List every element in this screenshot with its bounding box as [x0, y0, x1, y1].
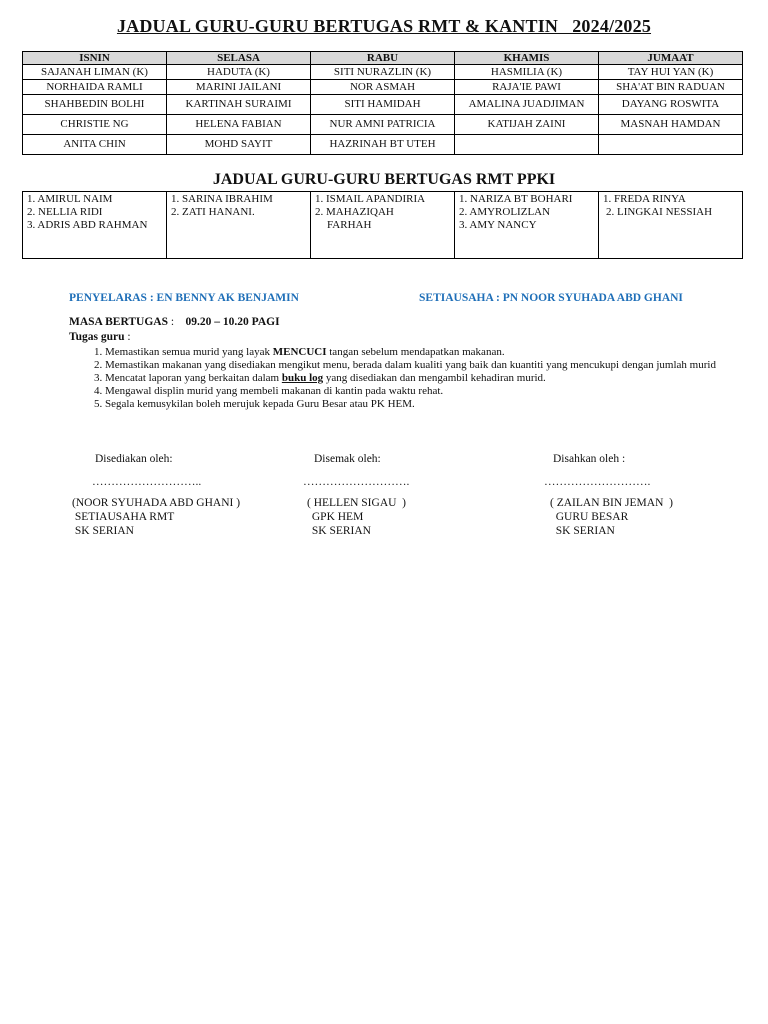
list-item: 5. Segala kemusykilan boleh merujuk kepada Guru Besar atau PK HEM. [105, 398, 745, 411]
tugas-label: Tugas guru [69, 331, 125, 343]
table-row [23, 65, 743, 80]
table-cell: TAY HUI YAN (K) [599, 65, 743, 80]
list-item [105, 372, 745, 385]
table-cell: HELENA FABIAN [167, 115, 311, 135]
list-item [105, 346, 745, 359]
col-header-jumaat: JUMAAT [599, 52, 743, 65]
table-cell: MASNAH HAMDAN [599, 115, 743, 135]
ppki-cell-jumaat [599, 192, 743, 259]
table-cell: SITI NURAZLIN (K) [311, 65, 455, 80]
sig-label-disahkan: Disahkan oleh : [553, 453, 626, 465]
list-item: 4. Mengawal displin murid yang membeli makanan di kantin pada waktu rehat. [105, 385, 745, 398]
sig-label-disediakan: Disediakan oleh: [95, 453, 173, 465]
setiausaha-label: SETIAUSAHA : PN NOOR SYUHADA ABD GHANI [419, 292, 683, 304]
table-cell: SITI HAMIDAH [311, 95, 455, 115]
masa-label: MASA BERTUGAS [69, 316, 168, 328]
rmt-kantin-schedule-table [22, 51, 743, 155]
table-row [23, 80, 743, 95]
table-cell: CHRISTIE NG [23, 115, 167, 135]
table-cell: KATIJAH ZAINI [455, 115, 599, 135]
teacher-name: 1. NARIZA BT BOHARI [459, 193, 573, 205]
sig-name: ( ZAILAN BIN JEMAN ) [550, 497, 673, 509]
signature-line: ………………………. [544, 476, 651, 488]
sig-label-disemak: Disemak oleh: [314, 453, 381, 465]
teacher-name: 1. AMIRUL NAIM [27, 193, 113, 205]
col-header-isnin: ISNIN [23, 52, 167, 65]
table-cell: RAJA'IE PAWI [455, 80, 599, 95]
signature-line: ………………………. [303, 476, 410, 488]
ppki-cell-khamis [455, 192, 599, 259]
teacher-name: 2. AMYROLIZLAN [459, 206, 551, 218]
teacher-name: 2. LINGKAI NESSIAH [606, 206, 713, 218]
col-header-khamis: KHAMIS [455, 52, 599, 65]
teacher-name: 1. ISMAIL APANDIRIA [315, 193, 426, 205]
sig-name: (NOOR SYUHADA ABD GHANI ) [72, 497, 241, 509]
table-cell: SHAHBEDIN BOLHI [23, 95, 167, 115]
teacher-name: 2. MAHAZIQAH [315, 206, 394, 218]
list-item: 2. Memastikan makanan yang disediakan mengikut menu, berada dalam kualiti yang baik dan kuantiti yang mencukupi dengan jumlah murid [105, 359, 745, 372]
teacher-name: FARHAH [327, 219, 372, 231]
ppki-title: JADUAL GURU-GURU BERTUGAS RMT PPKI [212, 171, 556, 188]
col-header-selasa: SELASA [167, 52, 311, 65]
table-cell: DAYANG ROSWITA [599, 95, 743, 115]
ppki-cell-rabu [311, 192, 455, 259]
table-header-row [23, 52, 743, 65]
duty-emphasis: MENCUCI [272, 346, 327, 358]
teacher-name: 3. ADRIS ABD RAHMAN [27, 219, 148, 231]
table-cell: HAZRINAH BT UTEH [311, 135, 455, 155]
table-row [23, 115, 743, 135]
teacher-name: 2. ZATI HANANI. [171, 206, 255, 218]
duties-list [69, 346, 745, 411]
table-row [23, 95, 743, 115]
table-cell [599, 135, 743, 155]
tugas-heading: Tugas guru : [69, 331, 131, 343]
table-cell: NORHAIDA RAMLI [23, 80, 167, 95]
table-row [23, 135, 743, 155]
col-header-rabu: RABU [311, 52, 455, 65]
table-cell: SHA'AT BIN RADUAN [599, 80, 743, 95]
table-cell: NUR AMNI PATRICIA [311, 115, 455, 135]
ppki-cell-selasa [167, 192, 311, 259]
table-cell: SAJANAH LIMAN (K) [23, 65, 167, 80]
table-cell: MOHD SAYIT [167, 135, 311, 155]
teacher-name: 1. SARINA IBRAHIM [171, 193, 273, 205]
masa-bertugas: MASA BERTUGAS : 09.20 – 10.20 PAGI [69, 316, 280, 328]
ppki-cell-isnin [23, 192, 167, 259]
masa-value: 09.20 – 10.20 PAGI [185, 316, 280, 328]
signature-line: ……………………….. [92, 476, 202, 488]
sig-role: SETIAUSAHA RMT [72, 511, 175, 523]
page-title: JADUAL GURU-GURU BERTUGAS RMT & KANTIN 2024/2025 [116, 16, 652, 36]
table-cell: ANITA CHIN [23, 135, 167, 155]
table-cell: HASMILIA (K) [455, 65, 599, 80]
table-row [23, 192, 743, 259]
sig-role: GPK HEM [309, 511, 364, 523]
duty-text: tangan sebelum mendapatkan makanan. [326, 346, 505, 358]
table-cell: NOR ASMAH [311, 80, 455, 95]
table-cell [455, 135, 599, 155]
duty-text: Mencatat laporan yang berkaitan dalam [105, 372, 282, 384]
ppki-schedule-table [22, 191, 743, 259]
teacher-name: 3. AMY NANCY [459, 219, 537, 231]
sig-school: SK SERIAN [72, 525, 134, 537]
sig-role: GURU BESAR [550, 511, 629, 523]
sig-school: SK SERIAN [309, 525, 371, 537]
penyelaras-label: PENYELARAS : EN BENNY AK BENJAMIN [69, 292, 299, 304]
teacher-name: 1. FREDA RINYA [603, 193, 686, 205]
table-cell: KARTINAH SURAIMI [167, 95, 311, 115]
table-cell: AMALINA JUADJIMAN [455, 95, 599, 115]
table-cell: HADUTA (K) [167, 65, 311, 80]
table-cell: MARINI JAILANI [167, 80, 311, 95]
sig-school: SK SERIAN [550, 525, 615, 537]
duty-text: yang disediakan dan mengambil kehadiran murid. [323, 372, 546, 384]
teacher-name: 2. NELLIA RIDI [27, 206, 103, 218]
duty-text: Memastikan semua murid yang layak [105, 346, 273, 358]
duty-emphasis: buku log [281, 372, 324, 384]
sig-name: ( HELLEN SIGAU ) [307, 497, 407, 509]
